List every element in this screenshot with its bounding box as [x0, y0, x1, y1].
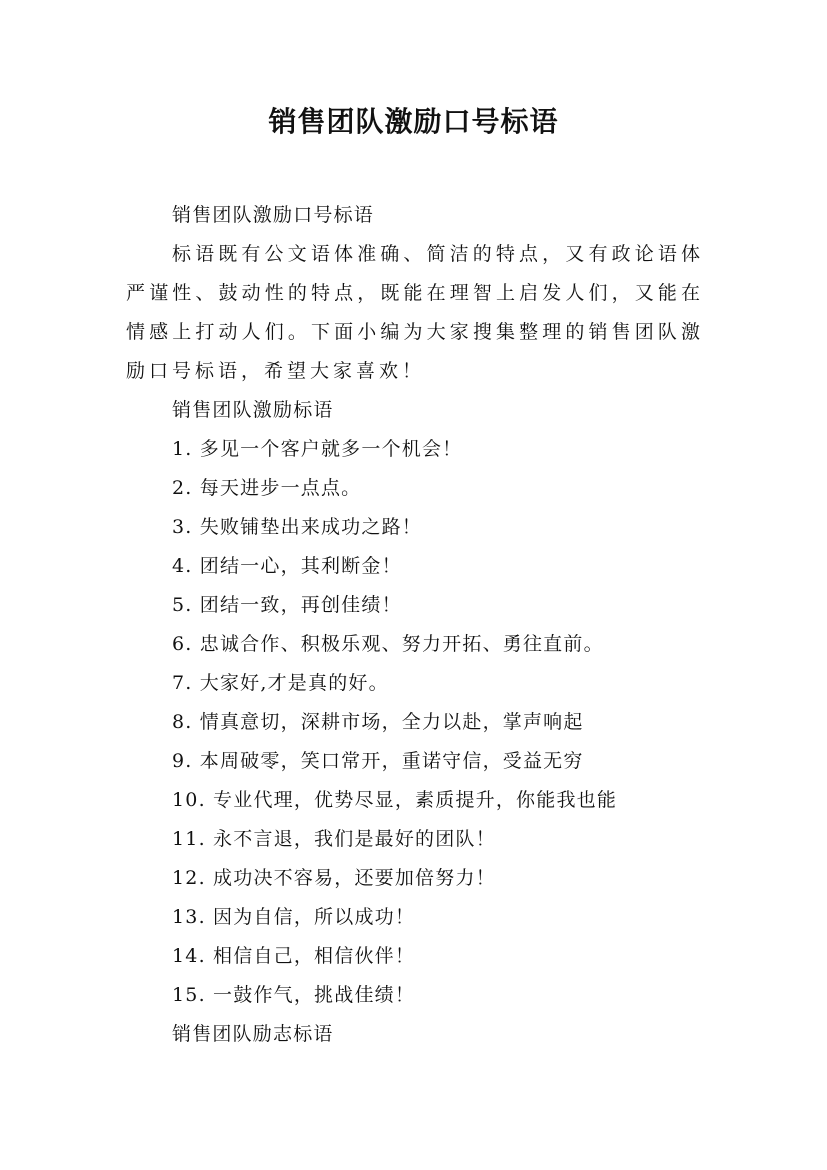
section-heading-inspiration: 销售团队励志标语 — [172, 1023, 334, 1045]
slogan-item: 5. 团结一致，再创佳绩！ — [172, 594, 402, 616]
document-body — [126, 196, 704, 1054]
slogan-item: 4. 团结一心，其利断金！ — [172, 555, 402, 577]
slogan-item: 9. 本周破零，笑口常开，重诺守信，受益无穷 — [172, 750, 584, 772]
slogan-item: 1. 多见一个客户就多一个机会！ — [172, 438, 463, 460]
document-title: 销售团队激励口号标语 — [268, 105, 559, 138]
slogan-item: 2. 每天进步一点点。 — [172, 477, 362, 499]
slogan-item: 7. 大家好,才是真的好。 — [172, 672, 389, 694]
slogan-item: 11. 永不言退，我们是最好的团队！ — [172, 828, 496, 850]
intro-paragraph: 标语既有公文语体准确、简洁的特点，又有政论语体严谨性、鼓动性的特点，既能在理智上启发人们，又能在情感上打动人们。下面小编为大家搜集整理的销售团队激励口号标语，希望大家喜欢！ — [126, 243, 704, 382]
document-subtitle: 销售团队激励口号标语 — [172, 204, 375, 226]
slogan-item: 10. 专业代理，优势尽显，素质提升，你能我也能 — [172, 789, 618, 811]
slogan-item: 15. 一鼓作气，挑战佳绩！ — [172, 984, 416, 1006]
slogan-item: 8. 情真意切，深耕市场，全力以赴，掌声响起 — [172, 711, 584, 733]
section-heading-incentive: 销售团队激励标语 — [172, 399, 334, 421]
slogan-item: 12. 成功决不容易，还要加倍努力！ — [172, 867, 496, 889]
slogan-item: 14. 相信自己，相信伙伴！ — [172, 945, 416, 967]
slogan-item: 13. 因为自信，所以成功！ — [172, 906, 416, 928]
slogan-item: 3. 失败铺垫出来成功之路！ — [172, 516, 422, 538]
slogan-item: 6. 忠诚合作、积极乐观、努力开拓、勇往直前。 — [172, 633, 604, 655]
